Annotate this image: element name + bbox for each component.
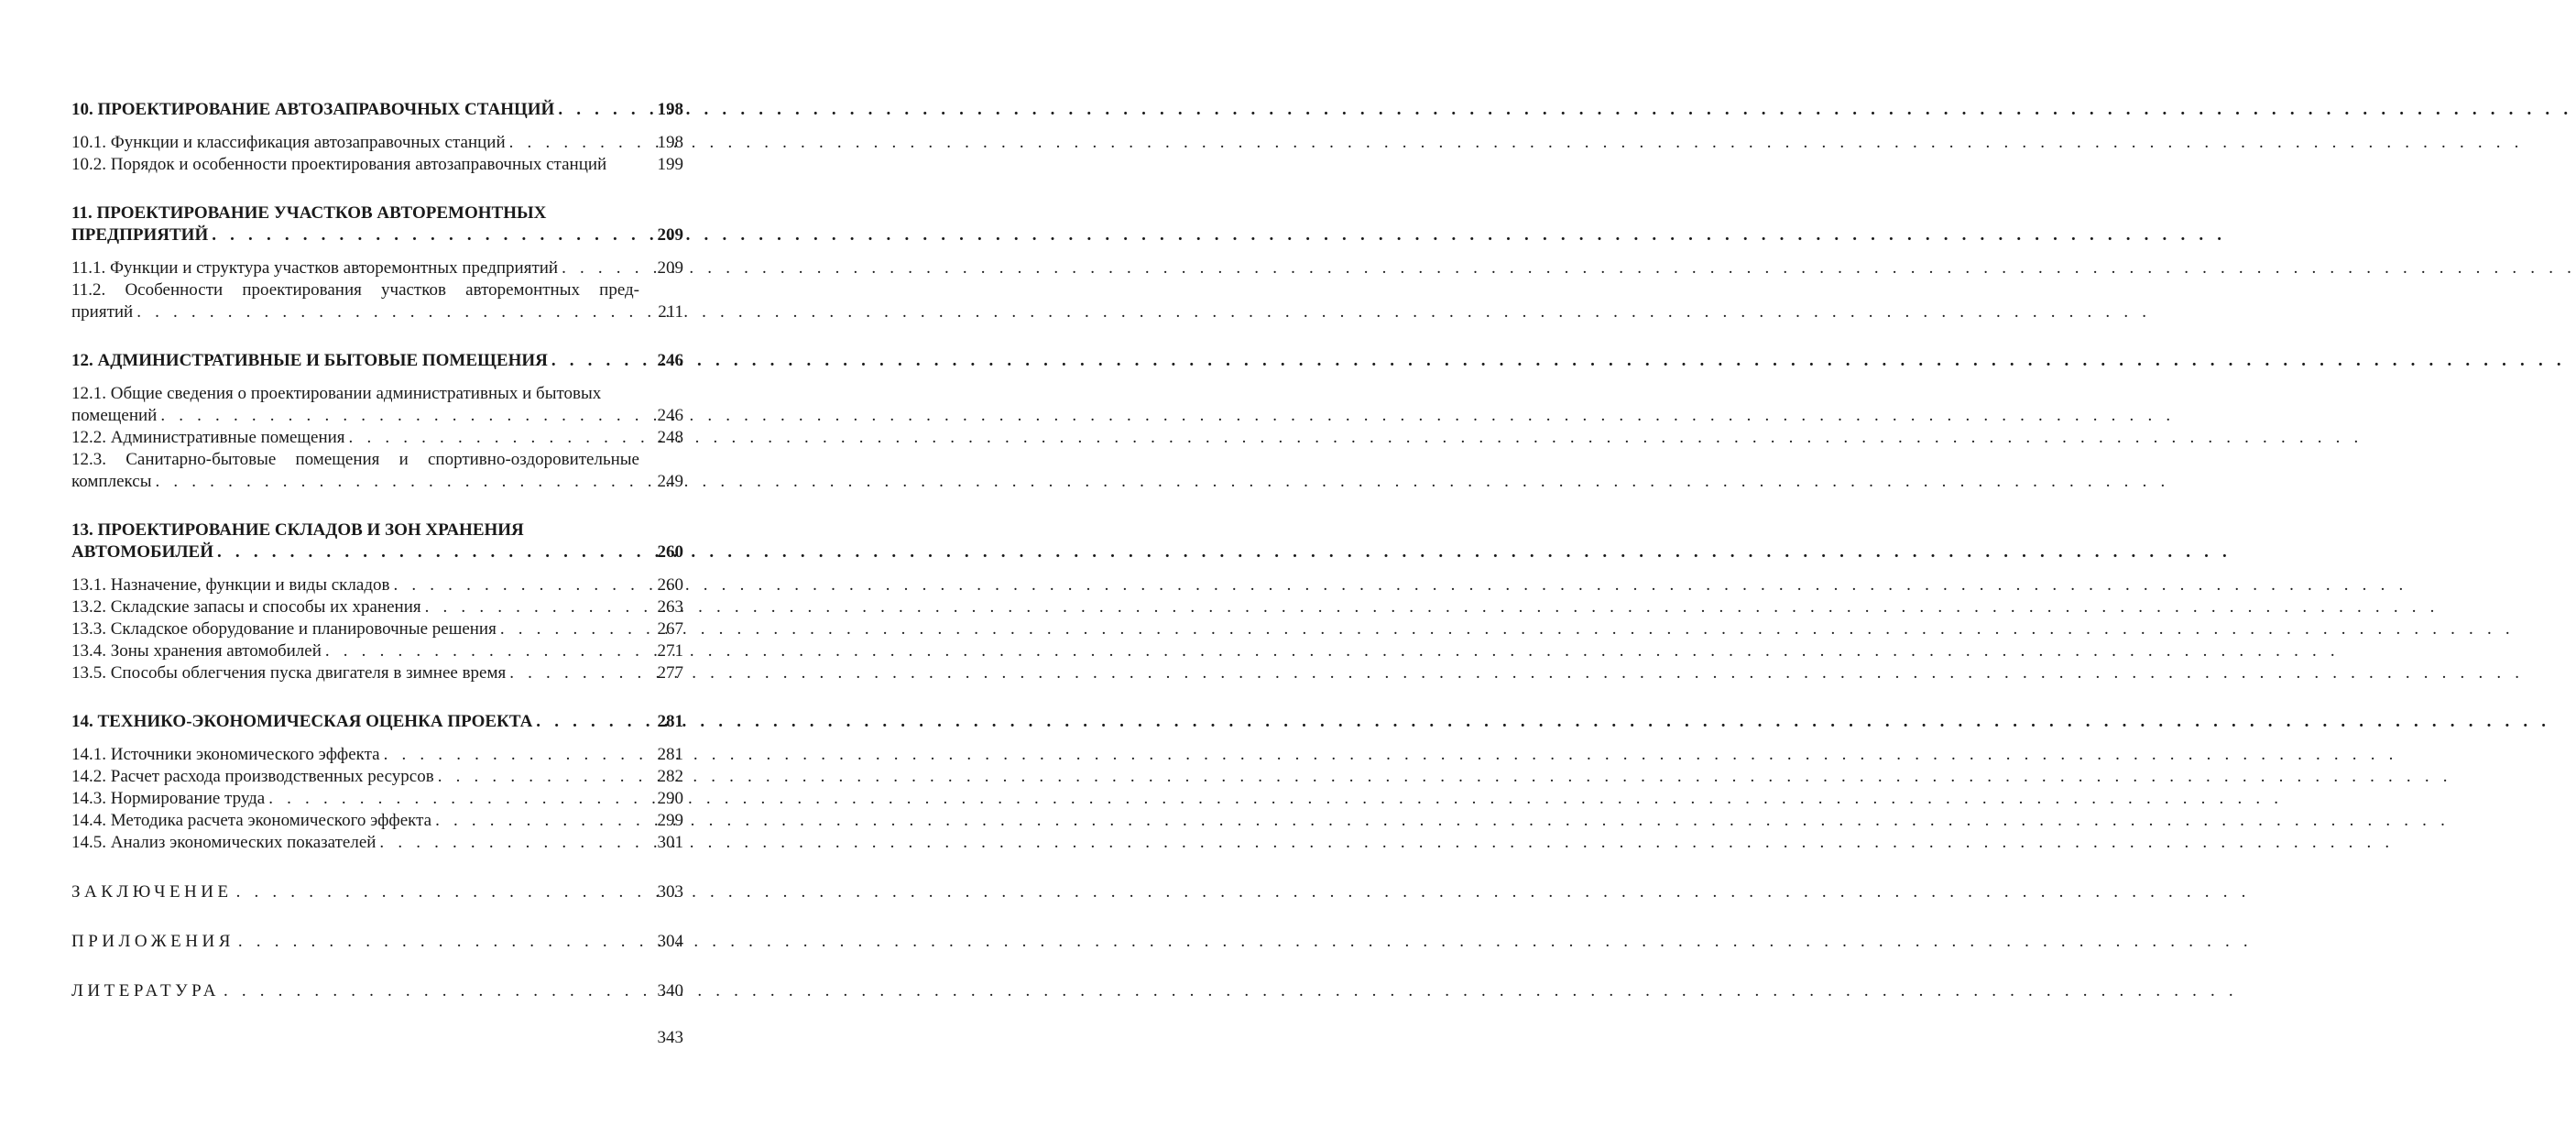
- page-ref: 199: [657, 155, 683, 174]
- page-ref: 303: [657, 882, 683, 902]
- dot-leader: [384, 744, 647, 766]
- dot-leader: [536, 711, 647, 733]
- page-ref: 281: [657, 745, 683, 764]
- dot-leader: [349, 427, 647, 449]
- toc-item-13-4: [71, 640, 683, 662]
- section-title: ПРИЛОЖЕНИЯ: [71, 931, 238, 953]
- chapter-title: АВТОМОБИЛЕЙ: [71, 541, 217, 563]
- page-ref: 299: [657, 811, 683, 830]
- item-title: 14.3. Нормирование труда: [71, 788, 268, 810]
- page-ref: 249: [657, 472, 683, 491]
- item-title: 13.1. Назначение, функции и виды складов: [71, 574, 393, 596]
- toc-item-14-4: [71, 810, 683, 832]
- toc-chapter-13-line1: 13. ПРОЕКТИРОВАНИЕ СКЛАДОВ И ЗОН ХРАНЕНИЯ: [71, 520, 524, 540]
- toc-item-10-1: [71, 132, 683, 154]
- toc-chapter-14: [71, 711, 683, 733]
- item-title: приятий: [71, 301, 136, 323]
- page-ref: 198: [657, 133, 683, 152]
- table-of-contents: [71, 99, 683, 1002]
- dot-leader: [160, 405, 647, 427]
- toc-literature: [71, 980, 683, 1002]
- dot-leader: [558, 99, 647, 121]
- item-title: 12.2. Административные помещения: [71, 427, 349, 449]
- section-title: ЛИТЕРАТУРА: [71, 980, 224, 1002]
- dot-leader: [136, 301, 647, 323]
- dot-leader: [393, 574, 647, 596]
- page-ref: 209: [657, 225, 683, 245]
- item-title: комплексы: [71, 471, 155, 493]
- page-ref: 281: [657, 712, 683, 731]
- item-title: 11.1. Функции и структура участков авторемонтных предприятий: [71, 257, 562, 279]
- toc-chapter-12: [71, 350, 683, 372]
- dot-leader: [268, 788, 647, 810]
- dot-leader: [438, 766, 647, 788]
- toc-conclusion: [71, 881, 683, 903]
- toc-item-11-2-line1: 11.2. Особенности проектирования участков авторемонтных пред-: [71, 280, 639, 300]
- dot-leader: [155, 471, 647, 493]
- toc-item-13-3: [71, 618, 683, 640]
- dot-leader: [435, 810, 647, 832]
- page-ref: 246: [657, 351, 683, 370]
- page-ref: 260: [657, 542, 683, 562]
- page-ref: 290: [657, 789, 683, 808]
- page-ref: 304: [657, 932, 683, 951]
- page-ref: 277: [657, 663, 683, 683]
- toc-item-13-1: [71, 574, 683, 596]
- toc-item-11-1: [71, 257, 683, 279]
- item-title: 13.4. Зоны хранения автомобилей: [71, 640, 325, 662]
- chapter-title: 14. ТЕХНИКО-ЭКОНОМИЧЕСКАЯ ОЦЕНКА ПРОЕКТА: [71, 711, 536, 733]
- item-title: 10.1. Функции и классификация автозаправочных станций: [71, 132, 509, 154]
- page-ref: 246: [657, 406, 683, 425]
- dot-leader: [509, 132, 647, 154]
- item-title: 14.4. Методика расчета экономического эффекта: [71, 810, 435, 832]
- dot-leader: [509, 662, 647, 684]
- page-ref: 340: [657, 981, 683, 1000]
- page-number: 343: [657, 1028, 683, 1047]
- item-title: 13.5. Способы облегчения пуска двигателя в зимнее время: [71, 662, 509, 684]
- toc-item-12-3: [71, 471, 683, 493]
- page-ref: 263: [657, 597, 683, 617]
- toc-item-12-1-line1: 12.1. Общие сведения о проектировании административных и бытовых: [71, 384, 602, 403]
- item-title: помещений: [71, 405, 160, 427]
- toc-item-13-2: [71, 596, 683, 618]
- dot-leader: [500, 618, 647, 640]
- dot-leader: [236, 881, 647, 903]
- toc-chapter-10: [71, 99, 683, 121]
- chapter-title: 12. АДМИНИСТРАТИВНЫЕ И БЫТОВЫЕ ПОМЕЩЕНИЯ: [71, 350, 551, 372]
- page-ref: 260: [657, 575, 683, 595]
- page-ref: 198: [657, 100, 683, 119]
- toc-item-14-2: [71, 766, 683, 788]
- page-ref: 267: [657, 619, 683, 639]
- toc-chapter-13: [71, 541, 683, 563]
- item-title: 13.3. Складское оборудование и планировочные решения: [71, 618, 500, 640]
- toc-item-13-5: [71, 662, 683, 684]
- page-ref: 282: [657, 767, 683, 786]
- page-ref: 271: [657, 641, 683, 661]
- dot-leader: [325, 640, 647, 662]
- page-ref: 301: [657, 833, 683, 852]
- dot-leader: [224, 980, 647, 1002]
- page-ref: 211: [658, 302, 683, 322]
- dot-leader: [425, 596, 647, 618]
- toc-item-12-1: [71, 405, 683, 427]
- dot-leader: [379, 832, 647, 854]
- toc-item-11-2: [71, 301, 683, 323]
- toc-item-12-2: [71, 427, 683, 449]
- page-ref: 248: [657, 428, 683, 447]
- section-title: ЗАКЛЮЧЕНИЕ: [71, 881, 236, 903]
- toc-appendices: [71, 931, 683, 953]
- chapter-title: 10. ПРОЕКТИРОВАНИЕ АВТОЗАПРАВОЧНЫХ СТАНЦИЙ: [71, 99, 558, 121]
- item-title: 14.5. Анализ экономических показателей: [71, 832, 379, 854]
- item-title: 14.1. Источники экономического эффекта: [71, 744, 384, 766]
- toc-item-14-1: [71, 744, 683, 766]
- item-title: 10.2. Порядок и особенности проектирования автозаправочных станций: [71, 154, 647, 176]
- toc-item-12-3-line1: 12.3. Санитарно-бытовые помещения и спортивно-оздоровительные: [71, 450, 639, 469]
- dot-leader: [238, 931, 647, 953]
- dot-leader: [562, 257, 647, 279]
- toc-chapter-11-line1: 11. ПРОЕКТИРОВАНИЕ УЧАСТКОВ АВТОРЕМОНТНЫХ: [71, 203, 547, 223]
- item-title: 13.2. Складские запасы и способы их хранения: [71, 596, 425, 618]
- dot-leader: [217, 541, 647, 563]
- toc-item-10-2: [71, 154, 683, 176]
- item-title: 14.2. Расчет расхода производственных ресурсов: [71, 766, 438, 788]
- toc-item-14-3: [71, 788, 683, 810]
- dot-leader: [212, 224, 647, 246]
- page-ref: 209: [657, 258, 683, 278]
- dot-leader: [551, 350, 647, 372]
- toc-item-14-5: [71, 832, 683, 854]
- chapter-title: ПРЕДПРИЯТИЙ: [71, 224, 212, 246]
- toc-chapter-11: [71, 224, 683, 246]
